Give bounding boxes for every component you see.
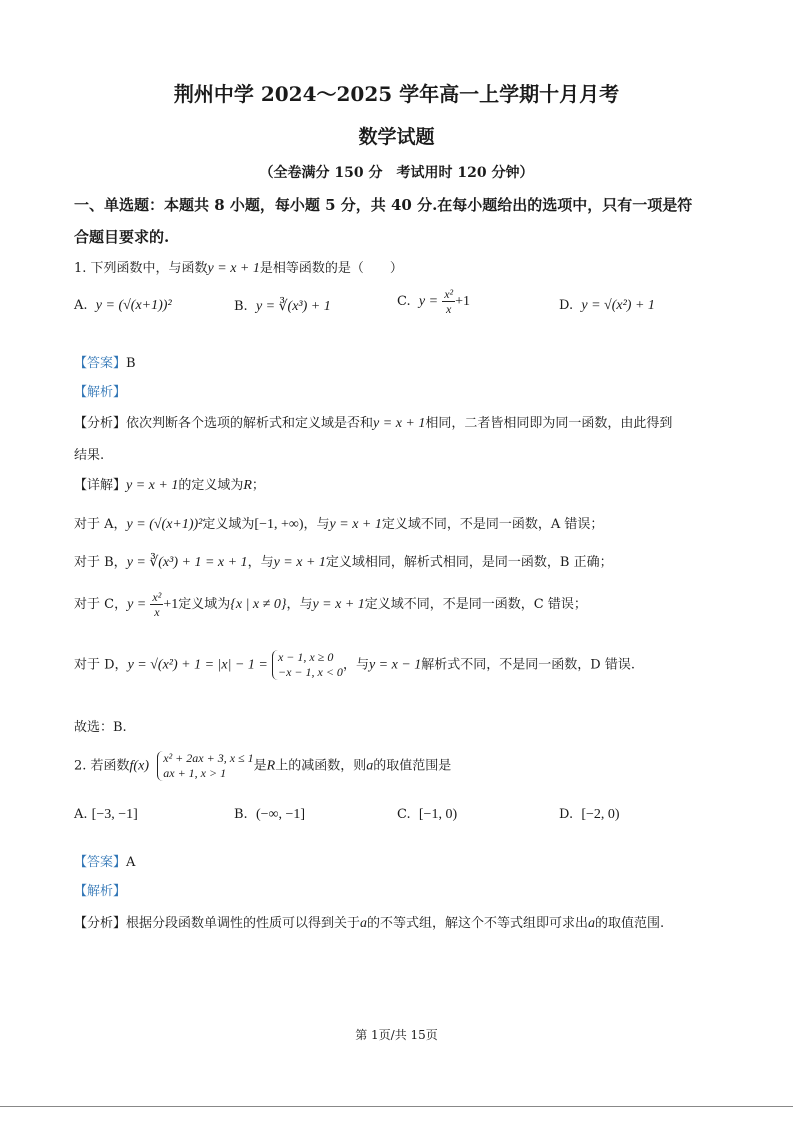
q1-detail-tag: 【详解】 xyxy=(74,478,127,493)
q1-detail-func: y = x + 1 xyxy=(126,478,179,493)
exam-info: （全卷满分 150 分 考试用时 120 分钟） xyxy=(259,165,534,181)
q1-case-c-pre: 对于 C， xyxy=(74,597,128,612)
q1-case-a-domain: [−1, +∞) xyxy=(254,517,304,532)
q2-option-a xyxy=(74,807,138,823)
q1-case-c-fraction xyxy=(150,590,163,619)
q1-fenxi-line2: 结果. xyxy=(74,448,105,463)
q1-case-c-tail: +1 xyxy=(163,597,179,612)
q2-case2: ax + 1, x > 1 xyxy=(163,766,227,780)
q1-fenxi-pre: 依次判断各个选项的解析式和定义域是否和 xyxy=(126,416,374,431)
exam-subtitle: 数学试题 xyxy=(358,126,435,148)
q2-answer-tag: 【答案】 xyxy=(74,855,127,870)
q1-case-b-func: y = x + 1 xyxy=(273,555,326,570)
q1-case-d-case2: −x − 1, x < 0 xyxy=(277,665,343,679)
q2-fenxi-a1: a xyxy=(360,916,368,931)
q1-case-a-mid: 定义域为 xyxy=(202,517,255,532)
q1-option-b-expr: y = ∛(x³) + 1 xyxy=(255,299,331,314)
q1-choose: 故选：B. xyxy=(74,720,127,735)
q2-option-c-label: C. xyxy=(397,807,411,822)
q1-case-d-mid: ，与 xyxy=(342,657,369,673)
q1-case-b-post: 定义域相同，解析式相同，是同一函数，B 正确； xyxy=(325,555,613,570)
q2-option-d-label: D. xyxy=(559,807,574,822)
q1-case-c-post: 定义域不同，不是同一函数，C 错误； xyxy=(364,597,587,612)
q1-case-c-mid: 定义域为 xyxy=(178,597,231,612)
q1-option-a-expr: y = (√(x+1))² xyxy=(95,298,172,313)
q2-fenxi xyxy=(74,912,664,932)
q2-stem-pre: 2. 若函数 xyxy=(74,758,130,774)
q1-case-d-post: 解析式不同，不是同一函数，D 错误. xyxy=(421,657,635,673)
q2-fenxi-mid: 的不等式组，解这个不等式组即可求出 xyxy=(367,916,589,931)
q2-fenxi-a2: a xyxy=(588,916,596,931)
q1-answer-value: B xyxy=(126,356,136,371)
q1-option-c-fraction xyxy=(442,287,455,316)
q1-answer-tag: 【答案】 xyxy=(74,356,127,371)
q1-fenxi-post: 相同，二者皆相同即为同一函数，由此得到 xyxy=(425,416,673,431)
q1-case-a-post: 定义域不同，不是同一函数，A 错误； xyxy=(381,517,604,532)
q1-detail xyxy=(74,474,265,494)
q2-analysis-tag: 【解析】 xyxy=(74,884,127,899)
q1-case-b-expr: y = ∛(x³) + 1 = x + 1 xyxy=(126,555,248,570)
q2-piecewise xyxy=(157,751,253,781)
q1-case-c-num: x² xyxy=(152,590,162,604)
q1-detail-end: ； xyxy=(251,478,265,493)
q1-option-a-label: A. xyxy=(74,298,88,313)
q1-option-b xyxy=(234,298,331,315)
q1-option-c-label: C. xyxy=(397,294,411,309)
q1-case-d xyxy=(74,650,635,680)
q1-option-c-tail: +1 xyxy=(455,294,471,309)
q1-case-a-func: y = x + 1 xyxy=(329,517,382,532)
q2-fenxi-pre: 根据分段函数单调性的性质可以得到关于 xyxy=(126,916,361,931)
bottom-divider xyxy=(0,1106,793,1107)
q2-option-c-value: [−1, 0) xyxy=(418,807,458,822)
q1-case-d-piecewise xyxy=(272,650,343,680)
q1-case-a-pre: 对于 A， xyxy=(74,517,127,532)
q1-case-d-pre: 对于 D， xyxy=(74,657,128,673)
q1-fenxi-tag: 【分析】 xyxy=(74,416,127,431)
q1-case-c-domain: {x | x ≠ 0} xyxy=(230,597,287,612)
q1-fenxi-func: y = x + 1 xyxy=(373,416,426,431)
q1-option-a xyxy=(74,298,172,314)
q1-case-c xyxy=(74,590,587,619)
q1-case-c-func: y = x + 1 xyxy=(312,597,365,612)
q2-case1: x² + 2ax + 3, x ≤ 1 xyxy=(163,751,254,765)
q2-option-d-value: [−2, 0) xyxy=(581,807,620,822)
page-footer: 第 1页/共 15页 xyxy=(355,1028,438,1042)
q1-case-c-mid2: ，与 xyxy=(286,597,313,612)
q1-stem-post: 是相等函数的是（ ） xyxy=(259,261,403,276)
q1-case-c-y: y = xyxy=(127,597,147,612)
q1-option-d-label: D. xyxy=(559,298,574,313)
q2-stem-R: R xyxy=(266,758,276,774)
q1-option-d xyxy=(559,298,655,314)
q2-option-c xyxy=(397,807,457,823)
q2-stem-a: a xyxy=(366,758,374,774)
q2-option-d xyxy=(559,807,620,823)
q2-fenxi-tag: 【分析】 xyxy=(74,916,127,931)
q1-option-c xyxy=(397,287,470,316)
q1-stem-func: y = x + 1 xyxy=(207,261,260,276)
q2-fenxi-post: 的取值范围. xyxy=(595,916,665,931)
q1-analysis-tag: 【解析】 xyxy=(74,385,127,400)
q1-detail-post: 的定义域为 xyxy=(178,478,244,493)
q1-option-c-den: x xyxy=(446,302,452,316)
q1-answer xyxy=(74,352,136,371)
q2-option-a-label: A. xyxy=(74,807,88,822)
q2-stem-post: 的取值范围是 xyxy=(373,758,452,774)
q1-option-c-num: x² xyxy=(444,287,454,301)
q2-answer-value: A xyxy=(126,855,136,870)
q1-stem-pre: 1. 下列函数中，与函数 xyxy=(74,261,208,276)
q1-case-a-mid2: ，与 xyxy=(303,517,330,532)
q2-stem-mid2: 上的减函数，则 xyxy=(275,758,367,774)
q2-option-a-value: [−3, −1] xyxy=(91,807,138,822)
q1-case-a-expr: y = (√(x+1))² xyxy=(126,517,203,532)
q2-answer xyxy=(74,851,135,870)
q1-case-d-case1: x − 1, x ≥ 0 xyxy=(277,650,334,664)
q2-option-b xyxy=(234,807,305,823)
section-heading-line2: 合题目要求的. xyxy=(74,228,170,246)
q1-option-d-expr: y = √(x²) + 1 xyxy=(581,298,655,313)
q1-case-d-func: y = x − 1 xyxy=(368,657,422,673)
q1-option-c-y: y = xyxy=(418,294,439,309)
q2-option-b-value: (−∞, −1] xyxy=(255,807,306,822)
q2-stem-func: f(x) xyxy=(129,758,149,774)
q1-fenxi-line1 xyxy=(74,412,672,432)
q2-option-b-label: B. xyxy=(234,807,248,822)
q1-stem xyxy=(74,257,403,277)
q1-detail-R: R xyxy=(243,478,252,493)
exam-title: 荆州中学 2024～2025 学年高一上学期十月月考 xyxy=(173,82,620,106)
q1-case-c-den: x xyxy=(154,605,160,619)
q1-case-b xyxy=(74,551,613,571)
section-heading-line1: 一、单选题：本题共 8 小题，每小题 5 分，共 40 分.在每小题给出的选项中，只有一项是符 xyxy=(74,196,693,214)
q2-stem-mid: 是 xyxy=(253,758,267,774)
q1-case-a xyxy=(74,513,603,533)
q1-case-b-pre: 对于 B， xyxy=(74,555,127,570)
q1-case-b-mid: ，与 xyxy=(247,555,274,570)
q2-stem xyxy=(74,751,451,781)
q1-case-d-expr: y = √(x²) + 1 = |x| − 1 = xyxy=(127,657,268,673)
q1-option-b-label: B. xyxy=(234,299,248,314)
